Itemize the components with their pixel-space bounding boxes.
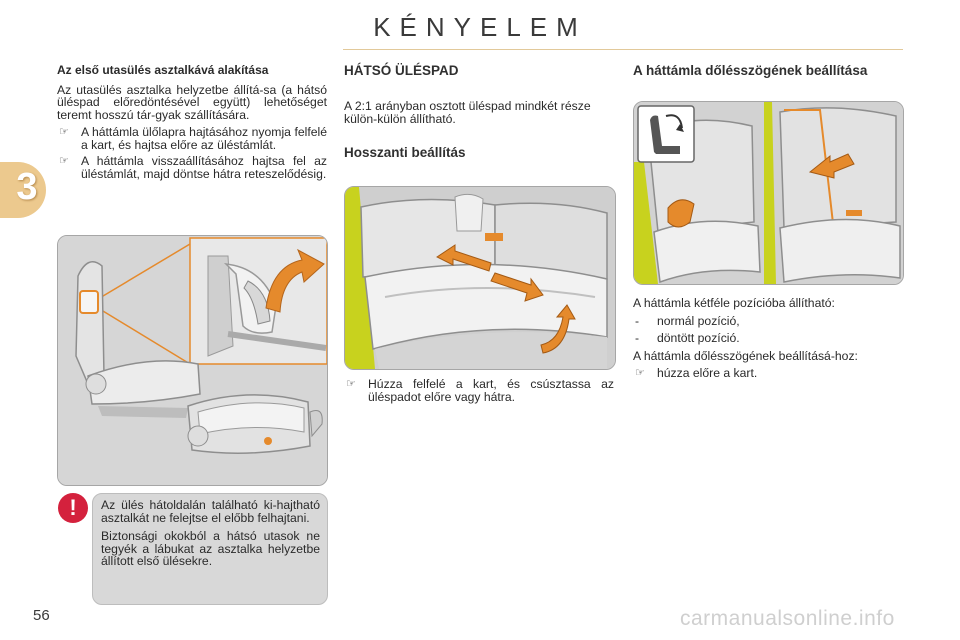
right-option-1 <box>633 315 903 328</box>
warning-paragraph-2: Biztonsági okokból a hátsó utasok ne tegyék a lábukat az asztalka helyzetbe állított első ülésekre. <box>101 529 320 569</box>
page-title: KÉNYELEM <box>373 12 587 42</box>
left-heading: Az első utasülés asztalkává alakítása <box>57 63 269 77</box>
front-seat-illustration <box>57 235 328 486</box>
warning-icon: ! <box>58 493 88 523</box>
hand-pointer-icon: ☞ <box>346 378 356 390</box>
dash-marker: - <box>635 331 640 346</box>
front-seat-drawing <box>58 236 327 485</box>
right-adjust: A háttámla dőlésszögének beállításá-hoz: <box>633 348 858 363</box>
right-bullet <box>633 367 903 380</box>
warning-text <box>101 499 320 574</box>
middle-column <box>344 63 614 160</box>
rear-bench-illustration <box>344 186 616 370</box>
middle-bullet-block <box>344 378 614 407</box>
dash-marker: - <box>635 313 640 328</box>
hand-pointer-icon: ☞ <box>635 367 645 380</box>
backrest-drawing <box>634 102 903 284</box>
right-option-2 <box>633 332 903 345</box>
middle-subheading: Hosszanti beállítás <box>344 145 466 161</box>
hand-pointer-icon: ☞ <box>59 155 69 168</box>
middle-bullet-text: Húzza felfelé a kart, és csúsztassa az üléspadot előre vagy hátra. <box>368 377 614 404</box>
right-bullet-text: húzza előre a kart. <box>657 366 758 381</box>
right-column <box>633 63 903 78</box>
warning-paragraph-1: Az ülés hátoldalán található ki-hajtható asztalkát ne felejtse el előbb felhajtani. <box>101 498 320 525</box>
backrest-illustration <box>633 101 904 285</box>
right-intro: A háttámla kétféle pozícióba állítható: <box>633 296 835 310</box>
right-heading: A háttámla dőlésszögének beállítása <box>633 63 868 78</box>
rear-bench-drawing <box>345 187 615 369</box>
left-bullet-2 <box>57 155 327 180</box>
right-text-block <box>633 297 903 384</box>
left-bullet-1-text: A háttámla ülőlapra hajtásához nyomja felfelé a kart, és hajtsa előre az üléstámlát. <box>81 125 327 152</box>
middle-heading: HÁTSÓ ÜLÉSPAD <box>344 63 459 78</box>
page-number: 56 <box>33 607 50 624</box>
middle-bullet <box>344 378 614 403</box>
left-intro: Az utasülés asztalka helyzetbe állítá-sa (a hátsó üléspad előredöntésével együtt) lehetőséget teremt hosszú tár-gyak szállítására. <box>57 82 327 122</box>
left-bullet-1 <box>57 126 327 151</box>
left-column <box>57 64 327 185</box>
hand-pointer-icon: ☞ <box>59 126 69 139</box>
right-option-2-text: döntött pozíció. <box>657 331 740 346</box>
middle-intro: A 2:1 arányban osztott üléspad mindkét része külön-külön állítható. <box>344 99 591 126</box>
right-option-1-text: normál pozíció, <box>657 313 740 328</box>
header-divider <box>343 49 903 50</box>
watermark: carmanualsonline.info <box>680 607 895 630</box>
chapter-number: 3 <box>16 166 38 208</box>
left-bullet-2-text: A háttámla visszaállításához hajtsa fel az üléstámlát, majd döntse hátra reteszelődésig. <box>81 154 327 182</box>
